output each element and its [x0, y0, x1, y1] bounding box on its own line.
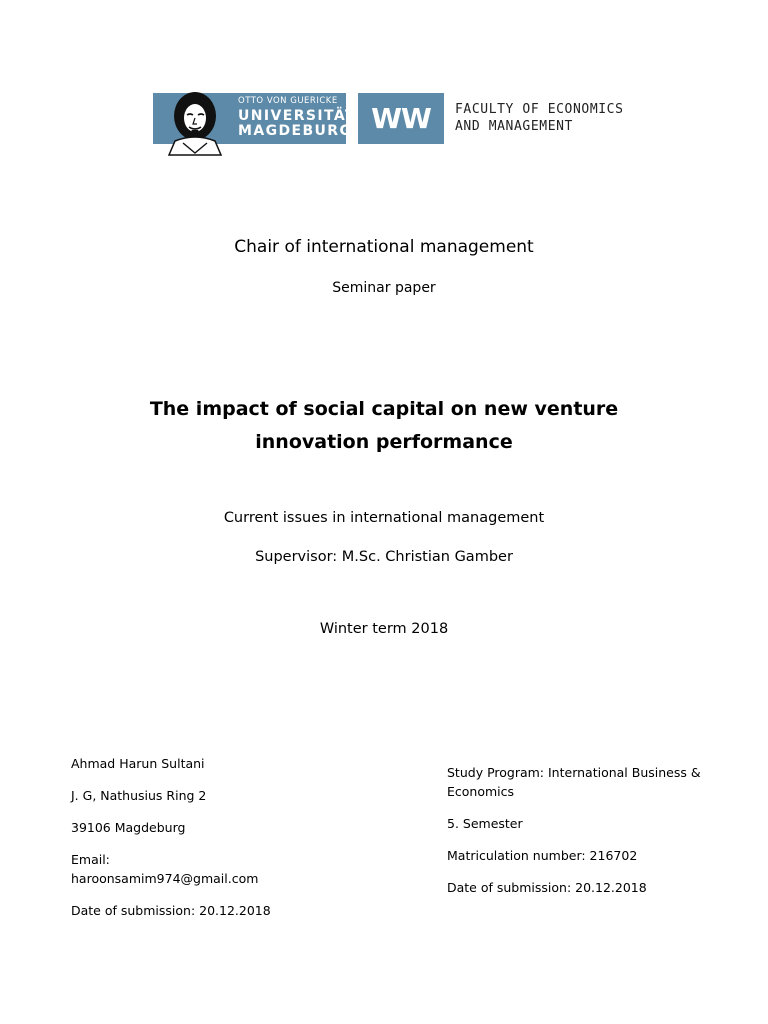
author-name: Ahmad Harun Sultani [71, 756, 205, 771]
author-info [71, 754, 371, 920]
supervisor: Supervisor: M.Sc. Christian Gamber [255, 549, 513, 565]
author-submission-date: Date of submission: 20.12.2018 [71, 903, 271, 918]
university-line1: OTTO VON GUERICKE [238, 96, 338, 106]
paper-title: The impact of social capital on new venture innovation performance [149, 398, 619, 453]
author-city: 39106 Magdeburg [71, 820, 186, 835]
guericke-portrait-icon [165, 89, 227, 157]
faculty-line2: AND MANAGEMENT [455, 118, 573, 134]
university-logo [153, 93, 356, 144]
study-program: Study Program: International Business & Economics [447, 765, 701, 799]
semester: 5. Semester [447, 816, 523, 831]
university-line3: MAGDEBURG [238, 122, 353, 139]
term: Winter term 2018 [319, 621, 449, 637]
program-submission-date: Date of submission: 20.12.2018 [447, 880, 647, 895]
university-line2: UNIVERSITÄT [238, 107, 356, 124]
course-name: Current issues in international management [223, 510, 545, 526]
program-info [447, 763, 727, 897]
email-label: Email: [71, 852, 110, 867]
university-name [238, 97, 356, 139]
matriculation-number: Matriculation number: 216702 [447, 848, 638, 863]
faculty-name [455, 93, 624, 144]
author-email: haroonsamim974@gmail.com [71, 871, 259, 886]
chair-name: Chair of international management [234, 237, 534, 257]
author-street: J. G, Nathusius Ring 2 [71, 788, 207, 803]
faculty-logo: WW [358, 93, 444, 144]
logo-bar [153, 93, 624, 144]
faculty-line1: FACULTY OF ECONOMICS [455, 102, 624, 118]
paper-type: Seminar paper [332, 280, 436, 296]
